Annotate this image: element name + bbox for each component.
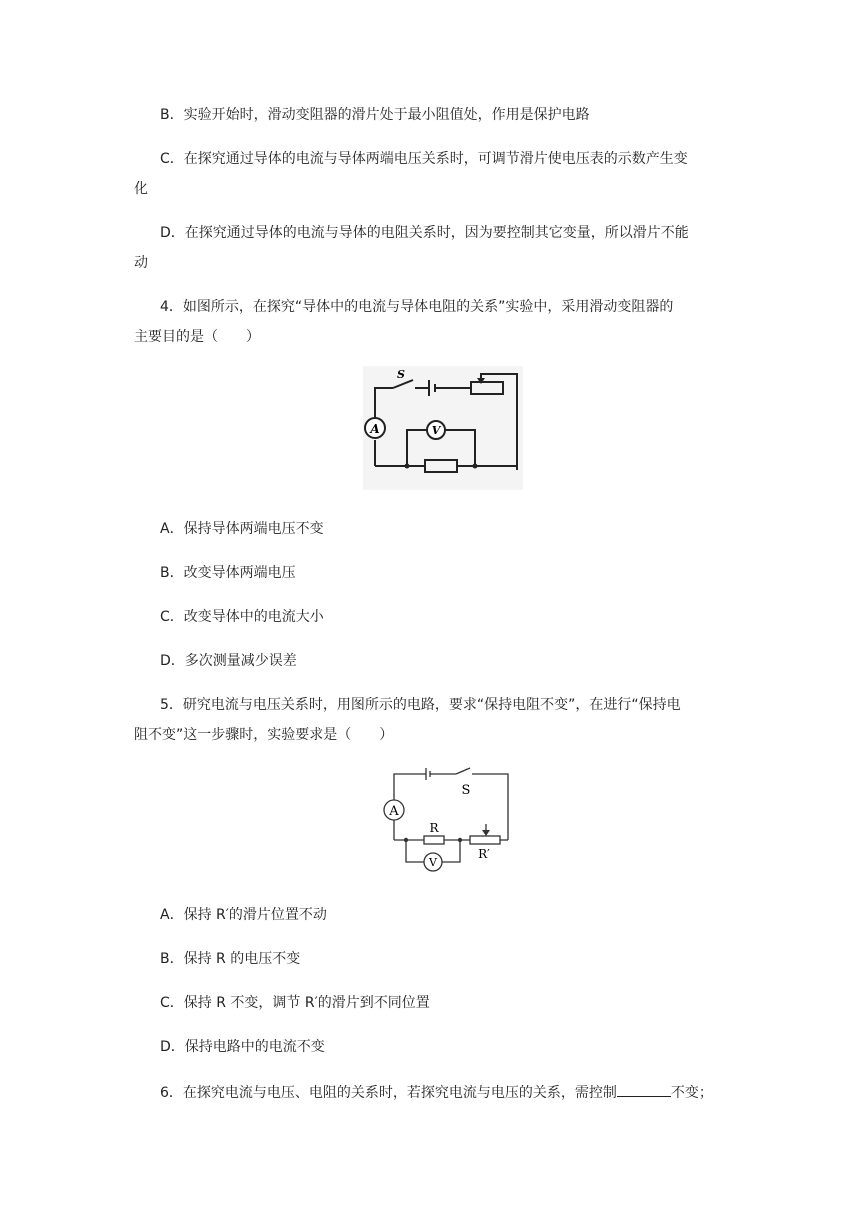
q5-stem-line2: 阻不变”这一步骤时，实验要求是（ ） [134,727,394,743]
q4-option-c: C．改变导体中的电流大小 [160,609,324,625]
q4-voltmeter-label: V [431,424,441,437]
q6-stem-part1: 6．在探究电流与电压、电阻的关系时，若探究电流与电压的关系，需控制 [160,1085,617,1101]
q4-option-a: A．保持导体两端电压不变 [160,521,324,537]
q4-switch-label: S [397,368,405,381]
q3-option-d-line1: D．在探究通过导体的电流与导体的电阻关系时，因为要控制其它变量，所以滑片不能 [160,225,689,241]
q4-stem-line1: 4．如图所示，在探究“导体中的电流与导体电阻的关系”实验中，采用滑动变阻器的 [160,299,674,315]
q5-rheostat-label: R′ [478,847,490,861]
q5-switch-label: S [461,783,471,798]
q3-option-c-line1: C．在探究通过导体的电流与导体两端电压关系时，可调节滑片使电压表的示数产生变 [160,151,688,167]
q3-option-b: B．实验开始时，滑动变阻器的滑片处于最小阻值处，作用是保护电路 [160,107,590,123]
q6-stem [160,1082,713,1102]
q5-ammeter-label: A [389,804,399,819]
q5-resistor-label: R [429,821,439,835]
q4-stem-line2: 主要目的是（ ） [134,329,260,345]
q6-stem-part2: 不变； [670,1085,713,1101]
q3-option-d-line2: 动 [134,255,148,271]
q5-option-a: A．保持 R′的滑片位置不动 [160,907,327,923]
q6-answer-blank[interactable] [617,1082,671,1097]
q5-circuit-diagram [380,766,526,878]
q5-voltmeter-label: V [429,856,437,869]
q3-option-c-line2: 化 [134,181,148,197]
q5-stem-line1: 5．研究电流与电压关系时，用图所示的电路，要求“保持电阻不变”，在进行“保持电 [160,697,681,713]
q4-option-d: D．多次测量减少误差 [160,653,297,669]
q4-circuit-diagram [363,366,523,490]
q4-option-b: B．改变导体两端电压 [160,565,296,581]
q5-option-d: D．保持电路中的电流不变 [160,1039,325,1055]
q5-option-b: B．保持 R 的电压不变 [160,951,301,967]
q5-option-c: C．保持 R 不变，调节 R′的滑片到不同位置 [160,995,430,1011]
q4-ammeter-label: A [370,422,380,436]
